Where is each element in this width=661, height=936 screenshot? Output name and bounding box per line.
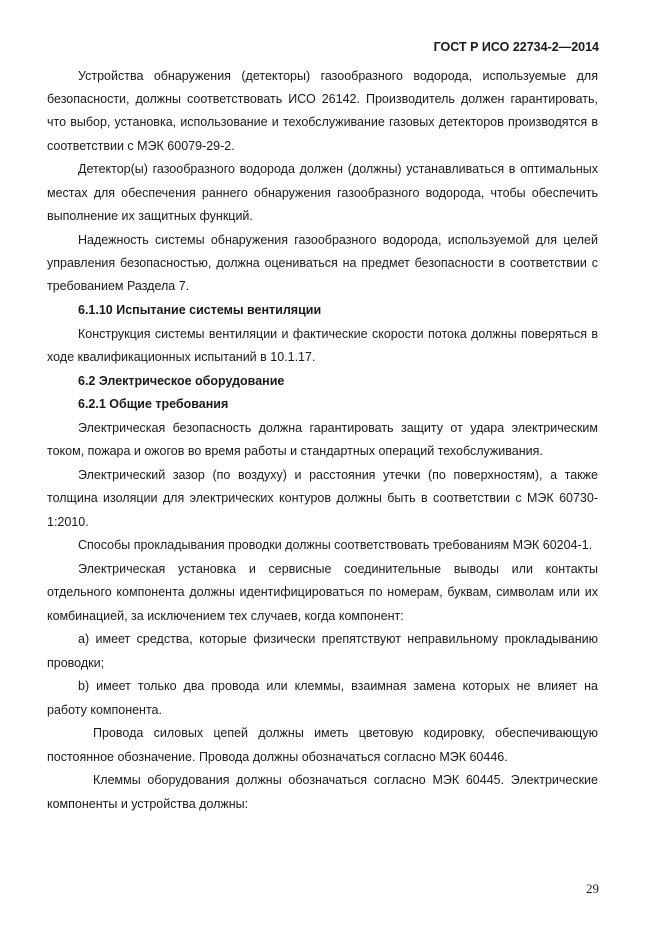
paragraph-gas-detectors: Устройства обнаружения (детекторы) газообразного водорода, используемые для безопасности, должны соответствовать ИСО 26142. Производитель должен гарантировать, что выбор, установка, использование и техобслуживание газовых детекторов производятся в соответствии с МЭК 60079-29-2. <box>47 69 598 153</box>
paragraph-wire-color-coding: Провода силовых цепей должны иметь цветовую кодировку, обеспечивающую постоянное обозначение. Провода должны обозначаться согласно МЭК 60446. <box>47 726 598 764</box>
paragraph-terminal-identification: Электрическая установка и сервисные соединительные выводы или контакты отдельного компонента должны идентифицироваться по номерам, буквам, символам или их комбинацией, за исключением тех случаев, когда компонент: <box>47 562 598 623</box>
section-heading-6-1-10: 6.1.10 Испытание системы вентиляции <box>78 302 322 317</box>
page-number: 29 <box>586 881 599 896</box>
section-heading-6-2-1: 6.2.1 Общие требования <box>78 397 229 412</box>
document-body <box>47 65 598 816</box>
paragraph-detection-reliability: Надежность системы обнаружения газообразного водорода, используемой для целей управления безопасностью, должна оцениваться на предмет безопасности в соответствии с требованием Раздела 7. <box>47 232 598 294</box>
section-heading-6-2: 6.2 Электрическое оборудование <box>78 373 285 388</box>
paragraph-electrical-safety: Электрическая безопасность должна гарантировать защиту от удара электрическим током, пожара и ожогов во время работы и стандартных операций техобслуживания. <box>47 421 598 459</box>
paragraph-detector-placement: Детектор(ы) газообразного водорода должен (должны) устанавливаться в оптимальных местах для обеспечения раннего обнаружения газообразного водорода, чтобы обеспечить выполнение их защитных функций. <box>47 162 598 223</box>
paragraph-terminal-marking: Клеммы оборудования должны обозначаться согласно МЭК 60445. Электрические компоненты и устройства должны: <box>47 773 598 811</box>
document-header: ГОСТ Р ИСО 22734-2—2014 <box>433 40 599 54</box>
paragraph-ventilation-test: Конструкция системы вентиляции и фактические скорости потока должны поверяться в ходе квалификационных испытаний в 10.1.17. <box>47 326 598 364</box>
list-item-a: a) имеет средства, которые физически препятствуют неправильному прокладыванию проводки; <box>47 632 598 670</box>
paragraph-wiring-methods: Способы прокладывания проводки должны соответствовать требованиям МЭК 60204-1. <box>78 538 593 553</box>
list-item-b: b) имеет только два провода или клеммы, взаимная замена которых не влияет на работу компонента. <box>47 679 598 717</box>
paragraph-clearance-creepage: Электрический зазор (по воздуху) и расстояния утечки (по поверхностям), а также толщина изоляции для электрических контуров должны быть в соответствии с МЭК 60730-1:2010. <box>47 468 598 529</box>
